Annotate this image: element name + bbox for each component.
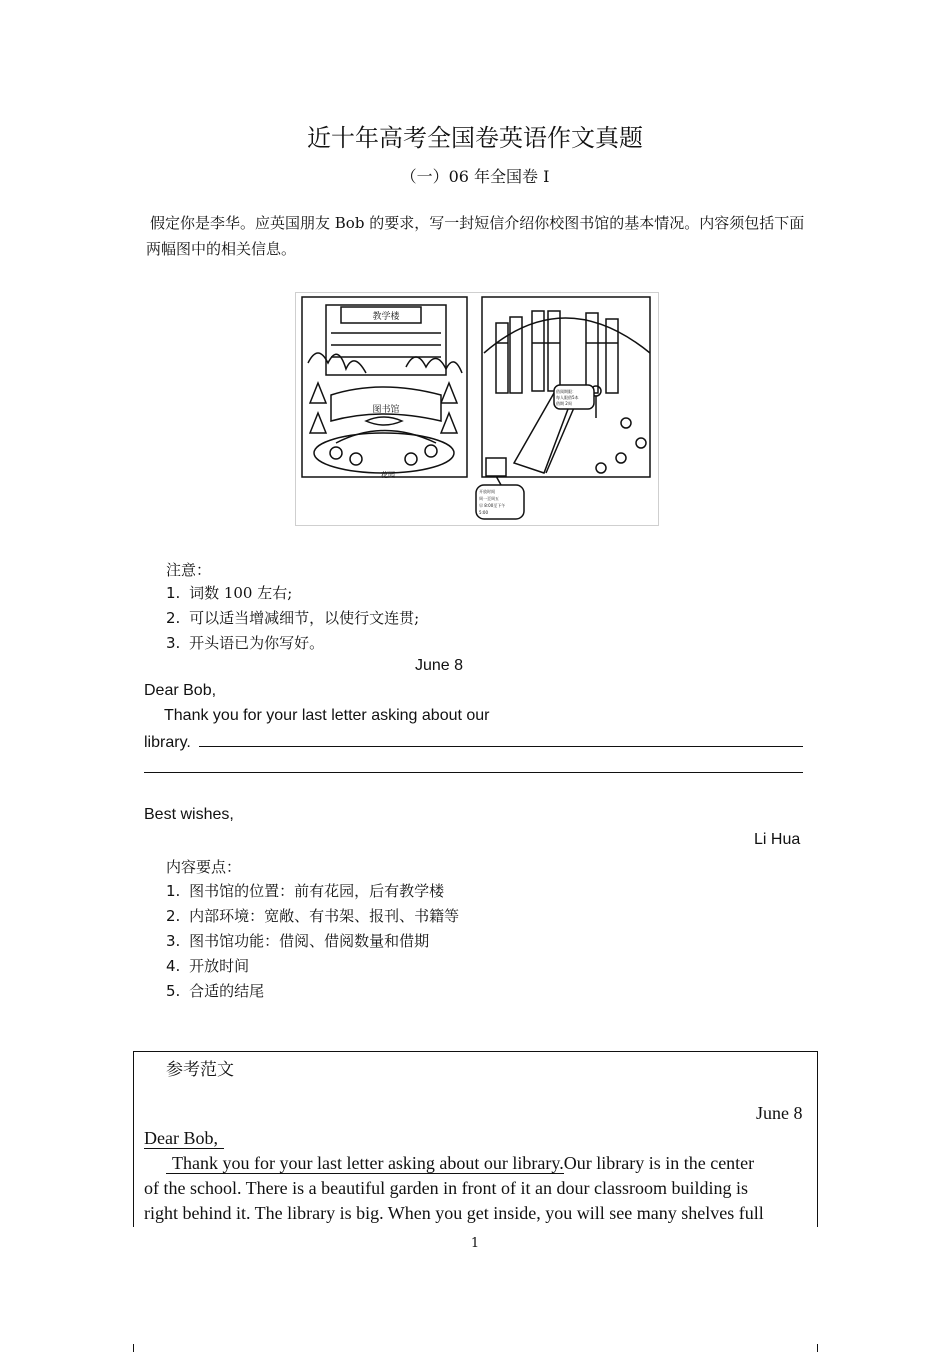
bubble-bottom-line4: 5:00 bbox=[479, 510, 488, 515]
notes-item-number: 1. bbox=[166, 584, 181, 602]
letter-closing: Best wishes, bbox=[144, 806, 234, 823]
sample-line-opening bbox=[166, 1153, 754, 1174]
bubble-top-line2: 每人限借5本 bbox=[556, 395, 579, 400]
letter-date: June 8 bbox=[415, 657, 464, 674]
key-point-number: 4. bbox=[166, 957, 181, 975]
key-point-text: 内部环境：宽敞、有书架、报刊、书籍等 bbox=[189, 907, 460, 925]
label-library: 图书馆 bbox=[372, 405, 400, 415]
notes-item-text: 可以适当增减细节，以使行文连贯; bbox=[189, 609, 420, 627]
sample-line1-rest: Our library is in the center bbox=[563, 1153, 755, 1173]
key-point-item bbox=[166, 980, 264, 1001]
library-illustration bbox=[295, 292, 659, 526]
bubble-bottom-line3: 早 8:00至下午 bbox=[479, 503, 506, 508]
bubble-bottom-line1: 开放时间 bbox=[479, 489, 495, 494]
notes-item bbox=[166, 632, 324, 653]
label-garden: 花园 bbox=[381, 471, 395, 479]
notes-heading: 注意： bbox=[166, 561, 212, 579]
key-point-number: 2. bbox=[166, 907, 181, 925]
key-point-item bbox=[166, 880, 444, 901]
answer-blank-line bbox=[199, 732, 803, 747]
sample-salutation bbox=[144, 1128, 224, 1149]
page-number: 1 bbox=[470, 1236, 480, 1251]
letter-opening: Thank you for your last letter asking about our bbox=[164, 707, 490, 724]
letter-signature: Li Hua bbox=[754, 831, 801, 848]
illustration-svg bbox=[296, 293, 658, 525]
key-point-number: 3. bbox=[166, 932, 181, 950]
notes-item-text: 开头语已为你写好。 bbox=[189, 634, 325, 652]
sample-line: of the school. There is a beautiful garden in front of it an dour classroom building is bbox=[144, 1178, 749, 1198]
key-point-text: 图书馆的位置：前有花园，后有教学楼 bbox=[189, 882, 445, 900]
bubble-bottom-line2: 周一至周五 bbox=[479, 496, 499, 501]
notes-item bbox=[166, 582, 292, 603]
key-point-number: 5. bbox=[166, 982, 181, 1000]
key-point-text: 开放时间 bbox=[189, 957, 250, 975]
key-points-heading: 内容要点： bbox=[166, 858, 242, 876]
letter-salutation: Dear Bob, bbox=[144, 682, 217, 699]
notes-item-number: 2. bbox=[166, 609, 181, 627]
letter-opening-word: library. bbox=[144, 734, 191, 751]
key-point-text: 合适的结尾 bbox=[189, 982, 265, 1000]
notes-item bbox=[166, 607, 419, 628]
notes-item-text: 词数 100 左右; bbox=[189, 584, 293, 602]
sample-opening-underlined: Thank you for your last letter asking about our library. bbox=[166, 1153, 564, 1174]
key-point-item bbox=[166, 905, 459, 926]
sample-date: June 8 bbox=[756, 1103, 803, 1123]
label-building: 教学楼 bbox=[372, 312, 400, 322]
key-point-item bbox=[166, 930, 429, 951]
letter-opening-continued bbox=[144, 732, 803, 752]
sample-heading: 参考范文 bbox=[166, 1060, 234, 1080]
key-point-item bbox=[166, 955, 249, 976]
notes-item-number: 3. bbox=[166, 634, 181, 652]
bubble-top-line3: 借期 2周 bbox=[556, 401, 572, 406]
sample-line: right behind it. The library is big. When you get inside, you will see many shelves full bbox=[144, 1203, 764, 1223]
key-point-text: 图书馆功能：借阅、借阅数量和借期 bbox=[189, 932, 430, 950]
section-subtitle: （一）06 年全国卷 I bbox=[400, 167, 550, 186]
answer-blank-line bbox=[144, 772, 803, 773]
page-title: 近十年高考全国卷英语作文真题 bbox=[307, 124, 643, 152]
sample-salutation-text: Dear Bob, bbox=[144, 1128, 224, 1149]
key-point-number: 1. bbox=[166, 882, 181, 900]
task-instructions: 假定你是李华。应英国朋友 Bob 的要求，写一封短信介绍你校图书馆的基本情况。内容须包括下面两幅图中的相关信息。 bbox=[146, 214, 805, 258]
bubble-top-line1: 借阅期限： bbox=[556, 389, 576, 394]
